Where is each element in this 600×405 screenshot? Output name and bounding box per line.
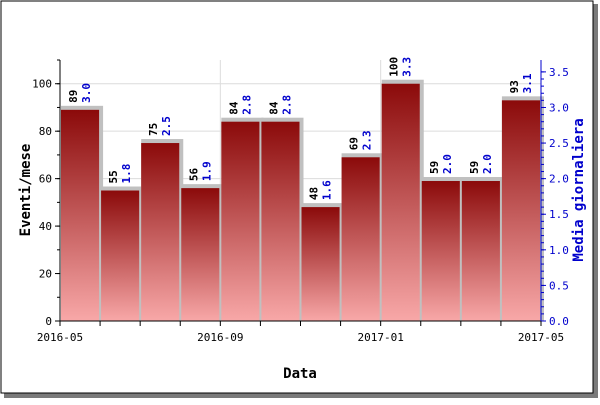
bar-avg-label: 2.8 [280, 94, 294, 115]
bar [342, 157, 380, 321]
x-tick-label: 2016-09 [197, 331, 244, 344]
bar-value-label: 93 [507, 80, 521, 94]
y-left-tick-label: 80 [38, 125, 52, 139]
x-axis-title: Data [283, 366, 317, 382]
bar [422, 181, 460, 321]
y-left-tick-label: 20 [38, 267, 52, 281]
y-right-tick-label: 1.5 [549, 208, 569, 222]
bar-avg-label: 1.6 [320, 180, 334, 201]
y-left-tick-label: 40 [38, 220, 52, 234]
bar-value-label: 59 [427, 160, 441, 175]
bar-avg-label: 2.8 [240, 94, 254, 115]
bar-value-label: 100 [387, 56, 401, 77]
y-right-tick-label: 1.0 [549, 243, 569, 257]
bar-value-label: 84 [267, 101, 281, 115]
bar-value-label: 55 [107, 170, 121, 184]
bar [302, 207, 340, 321]
bar-avg-label: 3.1 [520, 73, 534, 94]
y-right-tick-label: 0.0 [549, 315, 569, 328]
bar [61, 110, 99, 321]
bar [382, 84, 420, 321]
y-right-tick-label: 2.5 [549, 137, 569, 151]
bar-avg-label: 2.0 [480, 154, 494, 175]
y-left-tick-label: 0 [45, 315, 52, 328]
y-right-tick-label: 3.5 [549, 65, 569, 79]
bar-value-label: 84 [227, 101, 241, 115]
bar [462, 181, 500, 321]
bar-value-label: 48 [307, 186, 321, 201]
bar [221, 122, 259, 321]
y-right-tick-label: 2.0 [549, 172, 569, 186]
y-axis-right-title: Media giornaliera [571, 118, 587, 262]
x-tick-label: 2017-05 [517, 331, 565, 344]
y-left-tick-label: 60 [38, 172, 52, 186]
bar-value-label: 69 [347, 137, 361, 151]
bar-avg-label: 1.9 [200, 161, 214, 182]
bar-avg-label: 3.0 [80, 82, 94, 103]
y-axis-left-title: Eventi/mese [18, 143, 34, 237]
bar-avg-label: 2.5 [160, 116, 174, 137]
x-tick-label: 2016-05 [36, 331, 84, 344]
bar-value-label: 89 [67, 89, 81, 103]
y-left-tick-label: 100 [32, 77, 52, 91]
y-right-tick-label: 3.0 [549, 101, 569, 115]
y-right-tick-label: 0.5 [549, 279, 569, 293]
bar [141, 143, 179, 321]
bar-avg-label: 1.8 [120, 163, 134, 184]
bar-value-label: 75 [147, 122, 161, 137]
bar-value-label: 59 [467, 160, 481, 175]
bar-avg-label: 2.0 [440, 154, 454, 175]
x-tick-label: 2017-01 [357, 331, 404, 344]
bar [101, 191, 139, 322]
bar-avg-label: 3.3 [400, 56, 414, 77]
bar [181, 188, 219, 321]
bar-value-label: 56 [187, 167, 201, 182]
bar-avg-label: 2.3 [360, 130, 374, 151]
bar [502, 100, 540, 321]
bar [261, 122, 299, 321]
